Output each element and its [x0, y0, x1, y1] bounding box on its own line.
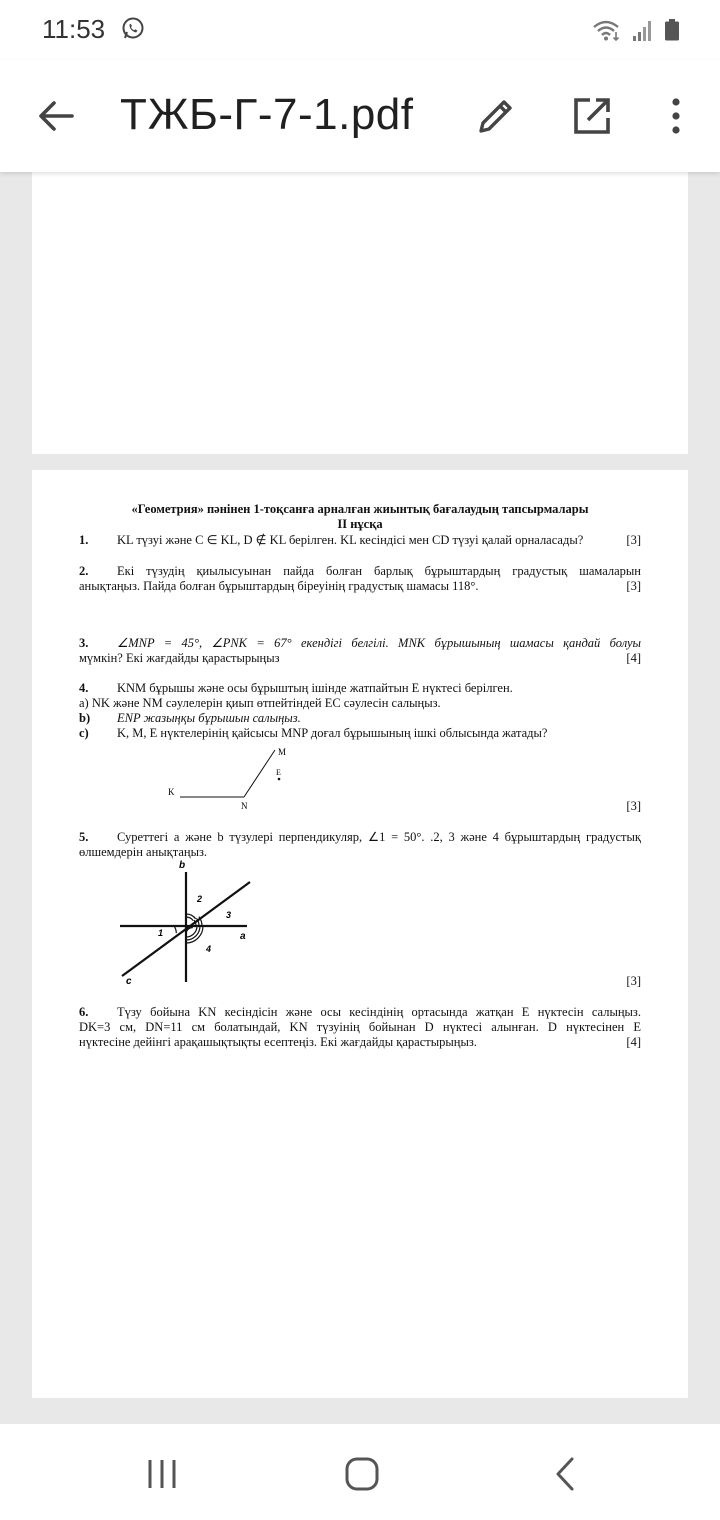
label-n: N — [241, 801, 248, 811]
question-4 — [79, 681, 641, 696]
question-2-line2: анықтаңыз. Пайда болған бұрыштардың біреуінің градустық шамасы 118°. — [79, 579, 479, 593]
question-text: ∠MNP = 45°, ∠PNK = 67° екендігі белгілі. MNK бұрышының шамасы қандай болуы — [117, 636, 641, 650]
pdf-viewer[interactable] — [0, 172, 720, 1424]
more-vert-icon[interactable] — [662, 94, 690, 138]
question-number: 3. — [79, 636, 89, 650]
wifi-icon — [592, 18, 622, 42]
signal-icon — [632, 18, 654, 42]
status-icons — [592, 18, 680, 42]
back-arrow-icon[interactable] — [34, 94, 78, 138]
question-3 — [79, 636, 641, 651]
question-4-b — [79, 711, 641, 726]
perpendicular-lines-figure — [112, 860, 262, 986]
points: [3] — [626, 533, 641, 547]
question-6-line2: DK=3 см, DN=11 см болатындай, KN түзуінің бойынан D нүктесі алынған. D нүктесінен E — [79, 1020, 641, 1034]
points: [3] — [626, 799, 641, 813]
label-k: K — [168, 787, 175, 797]
label-3: 3 — [226, 910, 232, 920]
app-bar — [0, 60, 720, 172]
recent-apps-icon[interactable] — [142, 1454, 182, 1494]
question-number: 4. — [79, 681, 89, 695]
question-text: Суреттегі a және b түзулері перпендикуляр, ∠1 = 50°. .2, 3 және 4 бұрыштардың градустық — [117, 830, 641, 844]
question-5 — [79, 830, 641, 845]
status-bar — [0, 0, 720, 60]
item-text: K, M, E нүктелерінің қайсысы MNP доғал бұрышының ішкі облысында жатады? — [117, 726, 548, 740]
points: [4] — [626, 1035, 641, 1049]
label-b: b — [179, 860, 186, 871]
item-label: c) — [79, 726, 89, 740]
document-variant: ІІ нұсқа — [337, 517, 383, 531]
label-m: M — [278, 747, 287, 757]
nav-back-icon[interactable] — [546, 1454, 586, 1494]
points: [3] — [626, 579, 641, 593]
item-label: b) — [79, 711, 91, 725]
document-title: ТЖБ-Г-7-1.pdf — [120, 90, 414, 139]
question-3-line2: мүмкін? Екі жағдайды қарастырыңыз — [79, 651, 280, 665]
angle-knm-figure — [152, 742, 312, 812]
question-number: 2. — [79, 564, 89, 578]
points: [4] — [626, 651, 641, 665]
navigation-bar — [0, 1424, 720, 1520]
question-4-c — [79, 726, 641, 741]
question-6-line3: нүктесіне дейінгі арақашықтықты есептеңіз. Екі жағдайды қарастырыңыз. — [79, 1035, 477, 1049]
status-time: 11:53 — [42, 14, 106, 44]
question-number: 1. — [79, 533, 89, 547]
point-e — [278, 778, 281, 781]
label-2: 2 — [197, 894, 203, 904]
pdf-page-previous — [32, 172, 688, 454]
battery-icon — [664, 18, 680, 42]
question-number: 5. — [79, 830, 89, 844]
pdf-page — [32, 470, 688, 1398]
question-5-line2: өлшемдерін анықтаңыз. — [79, 845, 208, 859]
question-2 — [79, 564, 641, 579]
edit-pencil-icon[interactable] — [474, 94, 518, 138]
label-e: E — [276, 768, 281, 777]
question-text: Екі түзудің қиылысуынан пайда болған барлық бұрыштардың градустық шамаларын — [117, 564, 641, 578]
label-1: 1 — [158, 928, 164, 938]
item-text: ENP жазыңқы бұрышын салыңыз. — [117, 711, 301, 725]
question-text: Түзу бойына KN кесіндісін және осы кесіндінің ортасында жатқан E нүктесін салыңыз. — [117, 1005, 641, 1019]
question-4-a: a) NK және NM сәулелерін қиып өтпейтіндей EC сәулесін салыңыз. — [79, 696, 441, 710]
open-external-icon[interactable] — [570, 94, 614, 138]
points: [3] — [626, 974, 641, 988]
whatsapp-icon — [120, 16, 146, 42]
question-number: 6. — [79, 1005, 89, 1019]
question-text: KL түзуі және C ∈ KL, D ∉ KL берілген. KL кесіндісі мен CD түзуі қалай орналасады? — [117, 533, 584, 547]
label-a: a — [240, 931, 246, 942]
label-4: 4 — [206, 944, 212, 954]
document-heading: «Геометрия» пәнінен 1-тоқсанға арналған жиынтық бағалаудың тапсырмалары — [131, 502, 589, 516]
label-c: c — [126, 976, 132, 986]
home-icon[interactable] — [342, 1454, 382, 1494]
question-6 — [79, 1005, 641, 1020]
question-text: KNM бұрышы және осы бұрыштың ішінде жатпайтын E нүктесі берілген. — [117, 681, 513, 695]
question-1 — [79, 533, 641, 548]
